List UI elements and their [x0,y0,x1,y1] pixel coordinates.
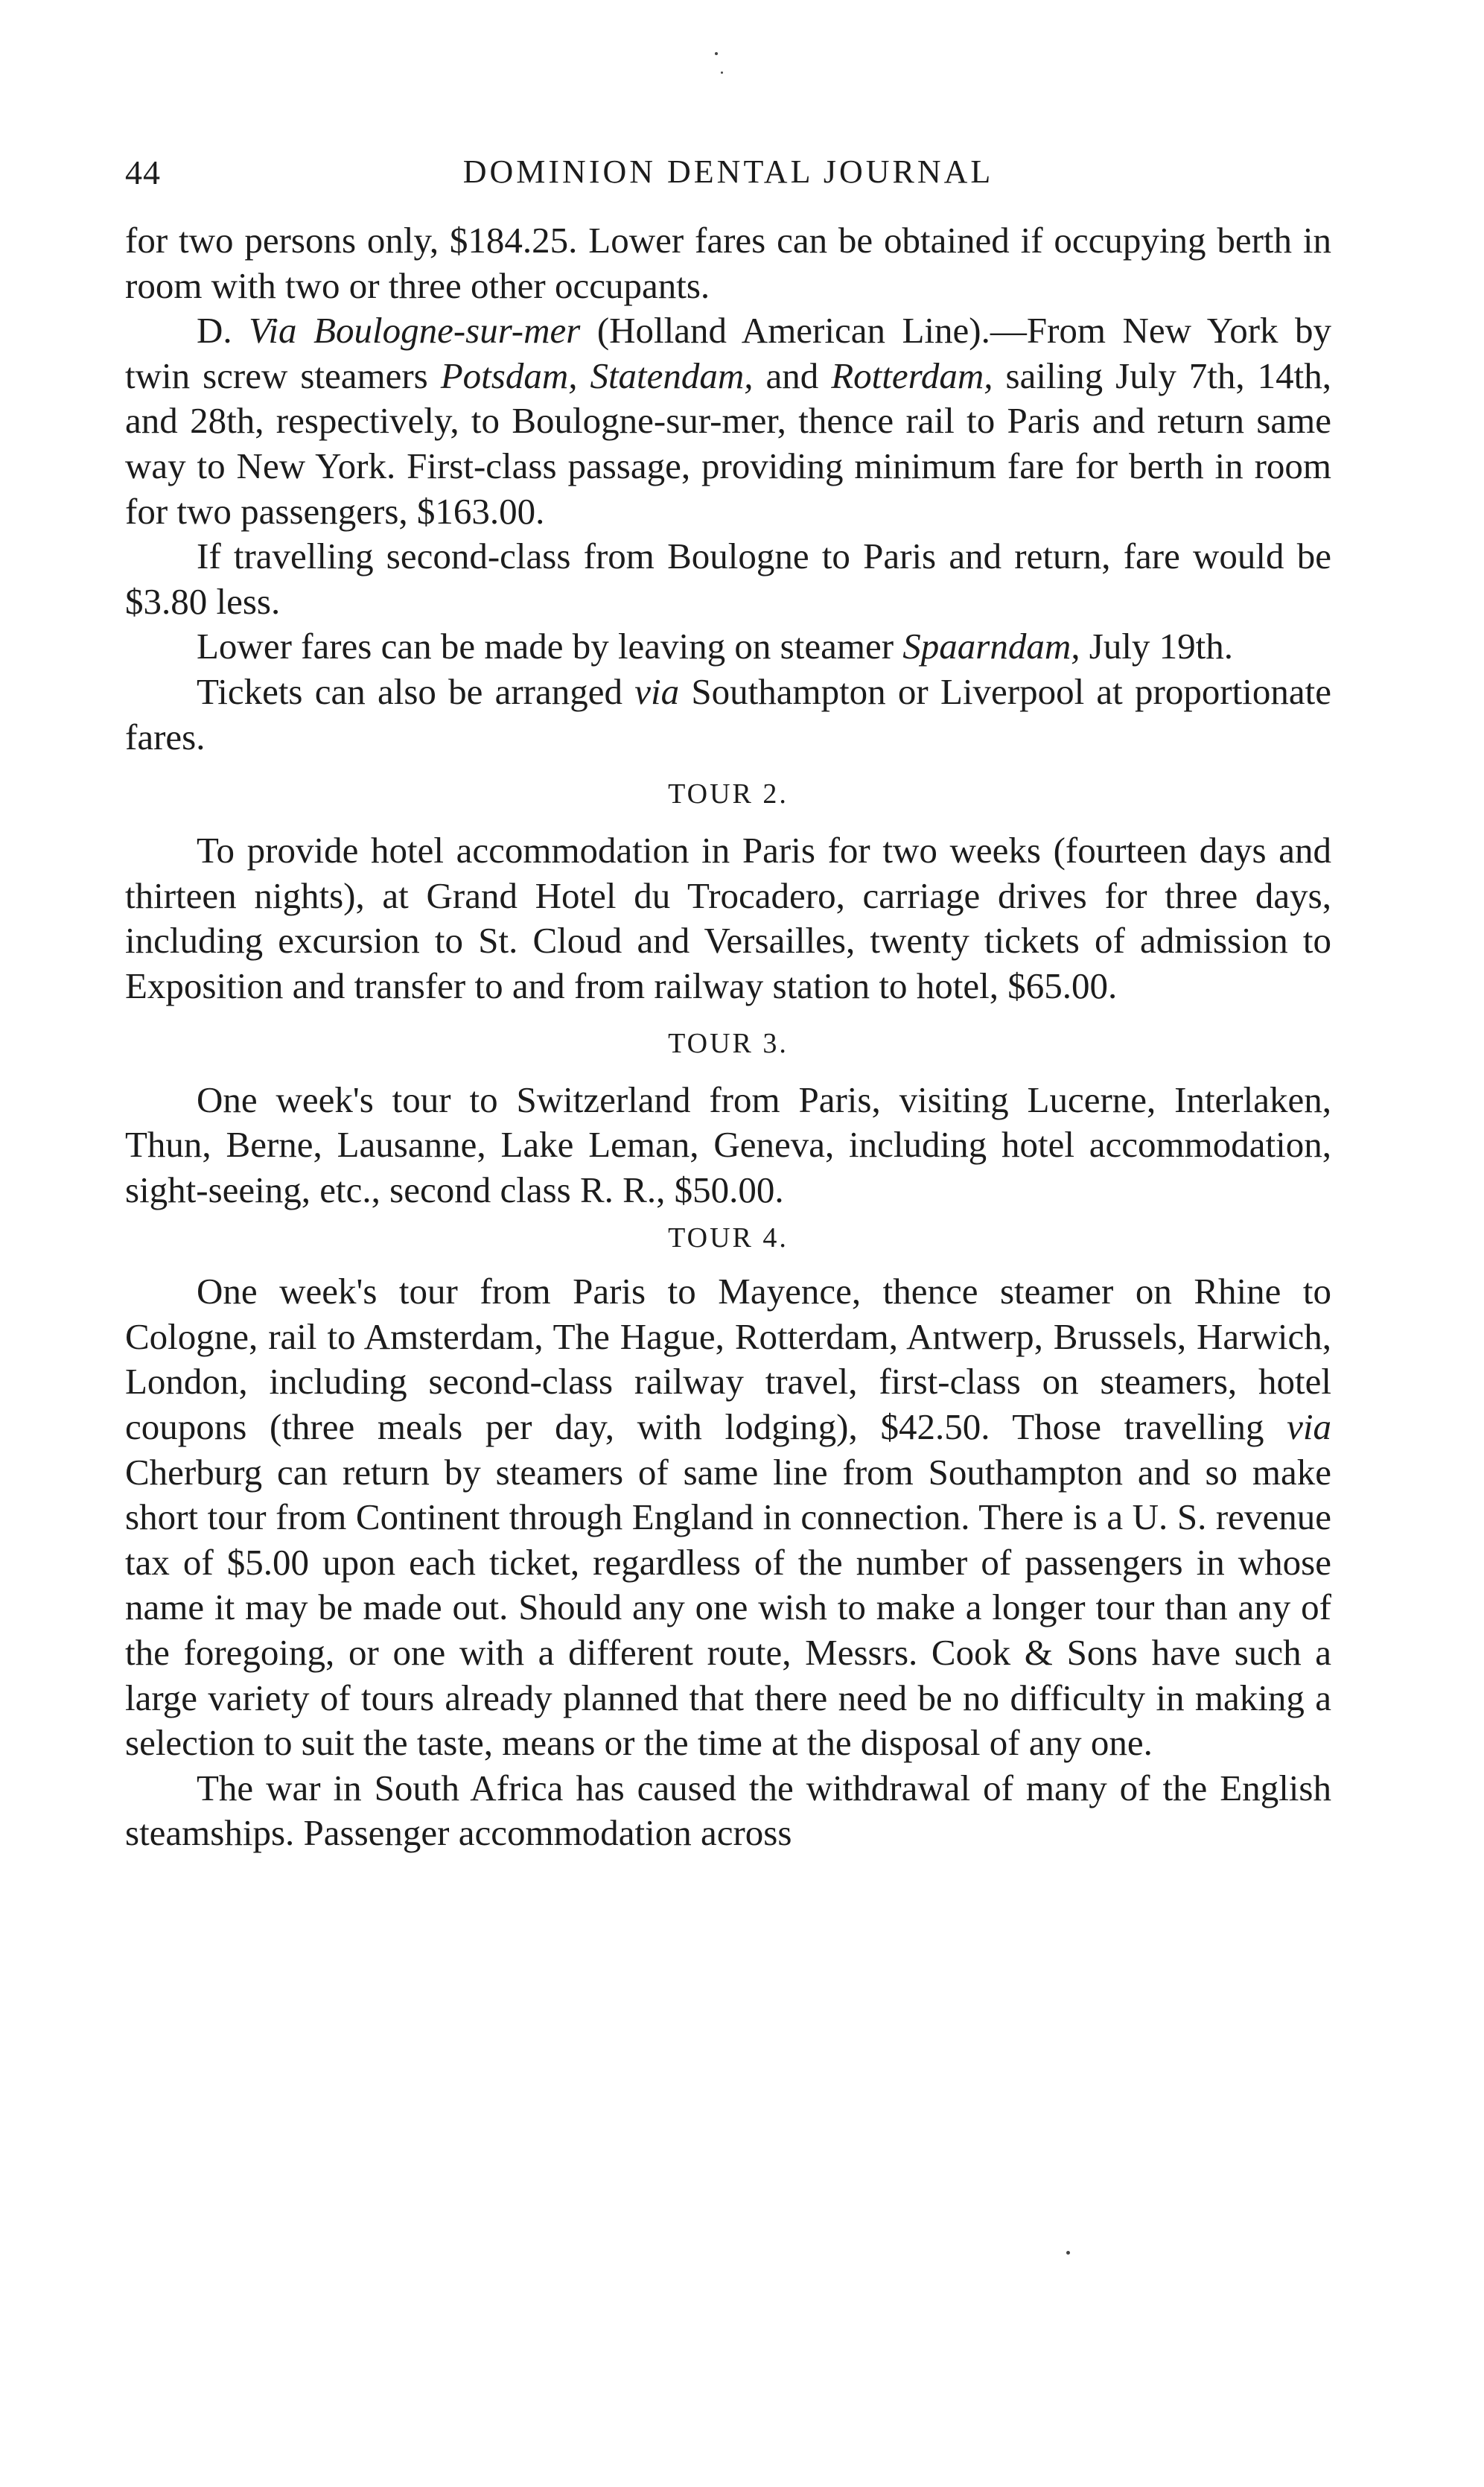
tour-4-heading: TOUR 4. [668,1222,789,1254]
tour-4-text-2: Cherburg can return by steamers of same line from Southampton and so make short tour from Continent through England in connection. There is a U. S. revenue tax of $5.00 upon each ticket, regardless of the number of passengers in whose name it may be made out. Should any one wish to make a longer tour than any of the foregoing, or one with a different route, Messrs. Cook & Sons have such a large variety of tours already planned that there need be no difficulty in making a selection to suit the taste, means or the time at the disposal of any one. [125,1451,1331,1764]
paragraph-tickets [125,670,1331,760]
steamer-spaarndam: Spaarndam, [902,626,1080,667]
route-d-via: Via Boulogne-sur-mer [249,310,581,352]
paragraph-south-africa: The war in South Africa has caused the withdrawal of many of the English steamships. Passenger accommodation across [125,1767,1331,1854]
route-d-text-2: and [753,355,832,396]
route-d-text-3: sailing July 7th, 14th, and 28th, respectively, to Boulogne-sur-mer, thence rail to Paris and return same way to New York. First-class passage, providing minimum fare for berth in room for two passengers, $163.00. [125,355,1331,532]
top-speck [715,52,718,55]
paragraph-lower-fares [125,624,1331,670]
paragraph-route-d [125,308,1331,534]
route-d-text-1: (Holland American Line).—From New York by twin screw steamers [125,310,1332,396]
steamer-rotterdam: Rotterdam, [831,355,993,396]
tour-3-heading: TOUR 3. [668,1027,789,1059]
tickets-text-1: Tickets can also be arranged [197,670,635,712]
bottom-speck [1066,2251,1070,2255]
tour-4-via: via [1287,1406,1331,1448]
page-header [125,153,1331,197]
tour-4-text [125,1269,1331,1766]
paragraph-second-class: If travelling second-class from Boulogne to Paris and return, fare would be $3.80 less. [125,536,1331,622]
article-body [125,218,1331,1856]
route-d-lead: D. [197,310,249,352]
tour-2-text: To provide hotel accommodation in Paris for two weeks (fourteen days and thirteen nights), at Grand Hotel du Trocadero, carriage drives for three days, including excursion to St. Cloud and Versailles, twenty tickets of admission to Exposition and transfer to and from railway station to hotel, $65.00. [125,830,1331,1006]
tour-3-text: One week's tour to Switzerland from Paris, visiting Lucerne, Interlaken, Thun, Berne, Lausanne, Lake Leman, Geneva, including hotel accommodation, sight-seeing, etc., second class R. R., $50.00. [125,1079,1331,1210]
tickets-text-2: Southampton or Liverpool at proportionate fares. [125,670,1331,757]
top-speck-2 [721,72,723,74]
journal-page [125,153,1331,1856]
tour-4-text-1: One week's tour from Paris to Mayence, thence steamer on Rhine to Cologne, rail to Amsterdam, The Hague, Rotterdam, Antwerp, Brussels, Harwich, London, including second-class railway travel, first-class on steamers, hotel coupons (three meals per day, with lodging), $42.50. Those travelling [125,1271,1331,1448]
tour-2-heading: TOUR 2. [668,778,789,810]
running-title: DOMINION DENTAL JOURNAL [462,153,994,190]
paragraph-continuation: for two persons only, $184.25. Lower fares can be obtained if occupying berth in room with two or three other occupants. [125,220,1331,306]
page-number: 44 [125,153,161,191]
steamer-names: Potsdam, Statendam, [440,355,754,396]
lower-fares-text-1: Lower fares can be made by leaving on steamer [197,626,903,667]
tickets-via: via [634,670,680,712]
lower-fares-text-2: July 19th. [1080,626,1234,667]
